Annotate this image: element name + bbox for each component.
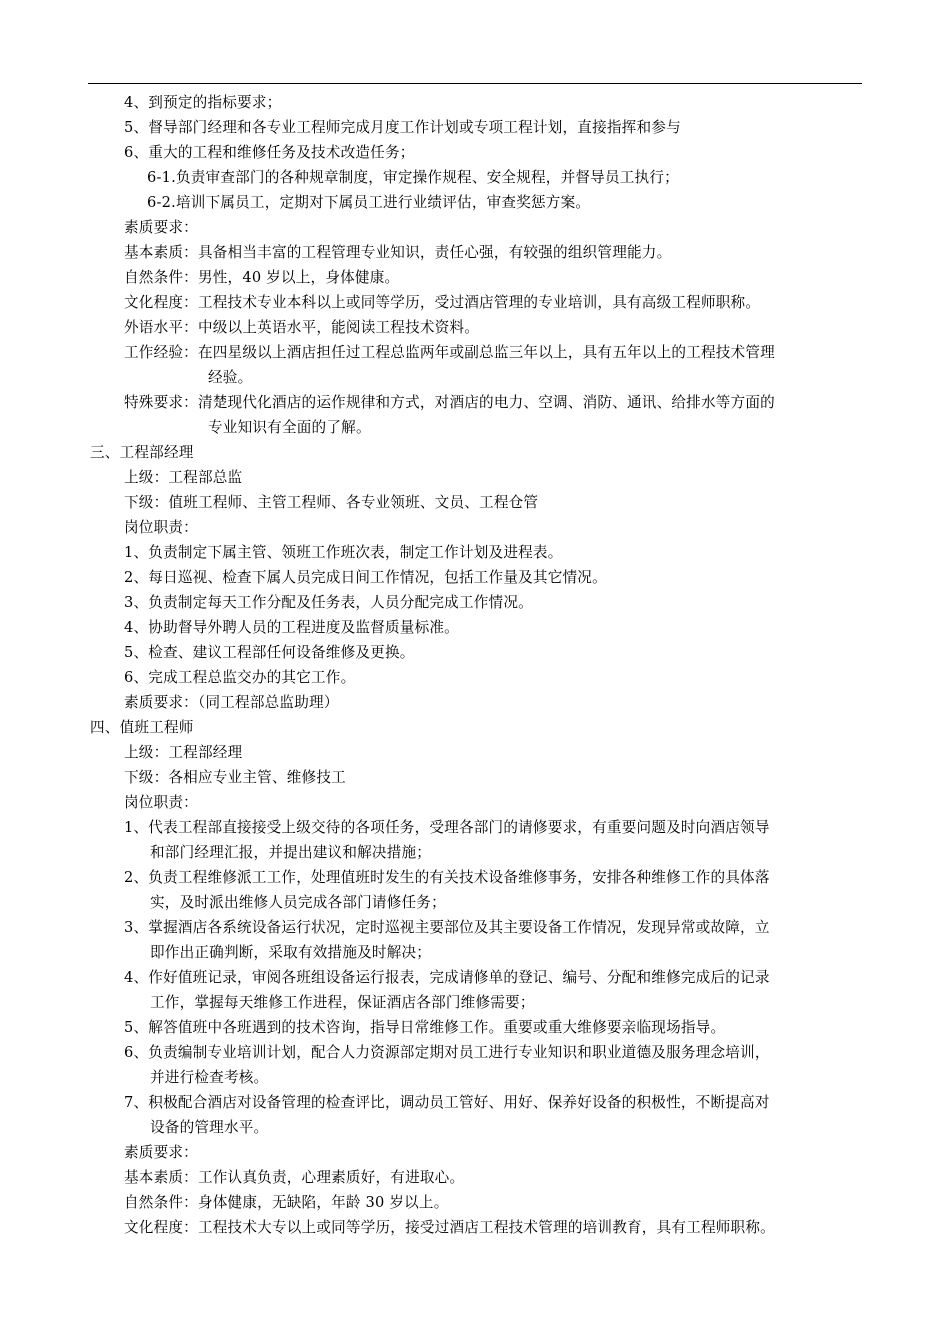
text-line: 6-1.负责审查部门的各种规章制度，审定操作规程、安全规程，并督导员工执行； bbox=[147, 169, 679, 186]
text-line: 3、掌握酒店各系统设备运行状况，定时巡视主要部位及其主要设备工作情况，发现异常或故障，立 bbox=[124, 919, 770, 936]
text-line: 自然条件：男性，40 岁以上，身体健康。 bbox=[124, 269, 400, 286]
text-line: 工作，掌握每天维修工作进程，保证酒店各部门维修需要； bbox=[150, 994, 535, 1011]
text-line: 素质要求：（同工程部总监助理） bbox=[124, 694, 339, 711]
text-line: 7、积极配合酒店对设备管理的检查评比，调动员工管好、用好、保养好设备的积极性，不断提高对 bbox=[124, 1094, 770, 1111]
text-line: 设备的管理水平。 bbox=[150, 1119, 269, 1136]
text-line: 下级：各相应专业主管、维修技工 bbox=[124, 769, 346, 786]
text-line: 外语水平：中级以上英语水平，能阅读工程技术资料。 bbox=[124, 319, 480, 336]
text-line: 1、代表工程部直接接受上级交待的各项任务，受理各部门的请修要求，有重要问题及时向酒店领导 bbox=[124, 819, 770, 836]
text-line: 和部门经理汇报，并提出建议和解决措施； bbox=[150, 844, 432, 861]
text-line: 专业知识有全面的了解。 bbox=[208, 419, 371, 436]
text-line: 基本素质：工作认真负责，心理素质好，有进取心。 bbox=[124, 1169, 465, 1186]
text-line: 下级：值班工程师、主管工程师、各专业领班、文员、工程仓管 bbox=[124, 494, 539, 511]
section-heading: 素质要求： bbox=[124, 219, 198, 236]
text-line: 自然条件：身体健康，无缺陷，年龄 30 岁以上。 bbox=[124, 1194, 449, 1211]
text-line: 4、到预定的指标要求； bbox=[124, 94, 282, 111]
text-line: 文化程度：工程技术大专以上或同等学历，接受过酒店工程技术管理的培训教育，具有工程师职称。 bbox=[124, 1219, 775, 1236]
text-line: 实，及时派出维修人员完成各部门请修任务； bbox=[150, 894, 446, 911]
text-line: 即作出正确判断，采取有效措施及时解决； bbox=[150, 944, 432, 961]
section-heading: 岗位职责： bbox=[124, 519, 198, 536]
text-line: 4、协助督导外聘人员的工程进度及监督质量标准。 bbox=[124, 619, 459, 636]
header-rule bbox=[88, 83, 862, 84]
section-heading: 素质要求： bbox=[124, 1144, 198, 1161]
text-line: 6、负责编制专业培训计划，配合人力资源部定期对员工进行专业知识和职业道德及服务理念培训， bbox=[124, 1044, 770, 1061]
text-line: 2、每日巡视、检查下属人员完成日间工作情况，包括工作量及其它情况。 bbox=[124, 569, 607, 586]
text-line: 5、解答值班中各班遇到的技术咨询，指导日常维修工作。重要或重大维修要亲临现场指导。 bbox=[124, 1019, 726, 1036]
text-line: 并进行检查考核。 bbox=[150, 1069, 269, 1086]
text-line: 文化程度：工程技术专业本科以上或同等学历，受过酒店管理的专业培训，具有高级工程师职称。 bbox=[124, 294, 761, 311]
text-line: 5、督导部门经理和各专业工程师完成月度工作计划或专项工程计划，直接指挥和参与 bbox=[124, 119, 681, 136]
text-line: 基本素质：具备相当丰富的工程管理专业知识，责任心强，有较强的组织管理能力。 bbox=[124, 244, 672, 261]
text-line: 5、检查、建议工程部任何设备维修及更换。 bbox=[124, 644, 415, 661]
text-line: 3、负责制定每天工作分配及任务表，人员分配完成工作情况。 bbox=[124, 594, 533, 611]
section-heading: 岗位职责： bbox=[124, 794, 198, 811]
text-line: 6、完成工程总监交办的其它工作。 bbox=[124, 669, 356, 686]
text-line: 经验。 bbox=[208, 369, 253, 386]
text-line: 上级：工程部经理 bbox=[124, 744, 243, 761]
text-line: 特殊要求：清楚现代化酒店的运作规律和方式，对酒店的电力、空调、消防、通讯、给排水等方面的 bbox=[124, 394, 775, 411]
text-line: 1、负责制定下属主管、领班工作班次表，制定工作计划及进程表。 bbox=[124, 544, 563, 561]
text-line: 4、作好值班记录，审阅各班组设备运行报表，完成请修单的登记、编号、分配和维修完成后的记录 bbox=[124, 969, 770, 986]
text-line: 工作经验：在四星级以上酒店担任过工程总监两年或副总监三年以上，具有五年以上的工程技术管理 bbox=[124, 344, 775, 361]
text-line: 上级：工程部总监 bbox=[124, 469, 243, 486]
text-line: 6、重大的工程和维修任务及技术改造任务； bbox=[124, 144, 415, 161]
text-line: 6-2.培训下属员工，定期对下属员工进行业绩评估，审查奖惩方案。 bbox=[147, 194, 591, 211]
section-heading: 三、工程部经理 bbox=[90, 444, 194, 461]
text-line: 2、负责工程维修派工工作，处理值班时发生的有关技术设备维修事务，安排各种维修工作的具体落 bbox=[124, 869, 770, 886]
section-heading: 四、值班工程师 bbox=[90, 719, 194, 736]
